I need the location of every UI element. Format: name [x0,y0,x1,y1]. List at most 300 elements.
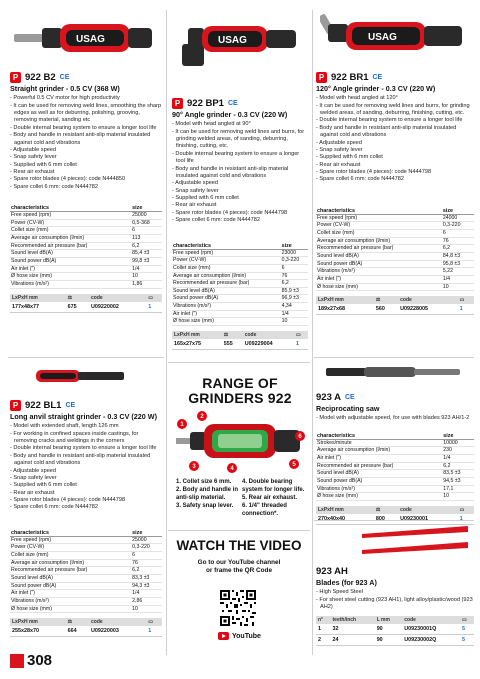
spec-row [10,567,162,575]
product-title: 120° Angle grinder - 0.3 CV (220 W) [316,84,436,93]
spec-value: 6,2 [129,242,162,250]
spec-table [172,243,308,327]
spec-value: 76 [129,559,162,567]
order-row [10,626,162,637]
product-922-bl1 [10,400,162,637]
order-table [172,331,308,350]
order-pack: 1 [294,339,308,350]
blade-cell: 5 [460,635,474,646]
order-code: U09229004 [243,339,294,350]
spec-row [10,219,162,227]
spec-value: 10 [440,493,474,501]
spec-value: 0,3-220 [129,544,162,552]
feature-item: - Body and handle in resistant anti-slip material insulated against cold and vibrations [10,132,151,146]
feature-item: - Adjustable speed [172,180,219,187]
spec-label: Average air consumption (l/min) [10,235,129,243]
row-divider [314,357,474,358]
spec-header-size: size [129,530,162,537]
feature-item: - Double internal bearing system to ensure a longer tool life [10,445,157,452]
blade-cell: U09230001Q [402,624,460,635]
order-dims: 165x27x75 [172,339,222,350]
spec-value: 6,2 [279,280,308,288]
feature-item: - Rear air exhaust [172,202,217,209]
spec-value: 1/4 [129,590,162,598]
spec-row [316,462,474,470]
spec-label: Power (CV-W) [172,257,279,265]
spec-value: 6,2 [440,462,474,470]
order-pack: 1 [458,514,474,525]
order-pack: 1 [146,626,162,637]
spec-row [172,272,308,280]
spec-value: 25000 [129,212,162,220]
spec-value: 230 [440,447,474,455]
feature-item: - Model with adjustable speed, for use with blades 923 AH/1-2 [316,415,470,422]
spec-label: Recommended air pressure (bar) [316,245,440,253]
spec-label: Free speed (rpm) [10,212,129,220]
feature-item: - It can be used for removing weld lines and burrs, for grinding welded areas, of sanding, deburring, finishing, cutting, etc. [316,102,470,117]
range-legend-left [176,478,240,510]
page-marker [10,654,24,668]
spec-header-size: size [279,243,308,250]
product-code: 922 BP1 [187,98,224,109]
callout-1: 1 [180,422,184,428]
legend-item: 6. 1/4" threaded connection*. [242,503,287,518]
product-923-a [316,392,474,525]
spec-value: 10 [129,605,162,613]
spec-value: 0,5-368 [129,219,162,227]
spec-row [172,249,308,257]
spec-value: 94,3 ±3 [129,582,162,590]
saw-blades-photo [360,524,472,562]
product-title: Blades (for 923 A) [316,578,377,587]
order-row [172,339,308,350]
page-number [10,652,52,669]
feature-item: - Supplied with 6 mm collet [10,161,77,168]
order-row [316,304,474,315]
ce-mark: CE [372,74,383,81]
order-code: U09230001 [398,514,458,525]
feature-item: - Spare rotor blades (4 pieces): code N444798 [172,209,288,216]
spec-header-size: size [440,208,474,215]
feature-list [316,95,474,184]
spec-row [316,245,474,253]
spec-label: Average air consumption (l/min) [316,237,440,245]
spec-row [316,276,474,284]
spec-label: Strokes/minute [316,439,440,447]
spec-row [10,544,162,552]
spec-value: 76 [440,237,474,245]
spec-value: 1,86 [129,281,162,289]
spec-row [10,242,162,250]
spec-value: 99,8 ±3 [129,258,162,266]
spec-value: 4,34 [279,303,308,311]
weight-icon: ⚖ [222,331,243,339]
spec-header-label: characteristics [172,243,279,250]
spec-row [172,295,308,303]
product-922-bp1 [172,98,308,350]
spec-label: Ø hose size (mm) [10,605,129,613]
spec-row [316,214,474,222]
spec-row [316,447,474,455]
product-title: Straight grinder - 0.5 CV (368 W) [10,84,120,93]
spec-row [172,318,308,326]
product-code: 922 B2 [25,72,56,83]
spec-value: 5,22 [440,268,474,276]
feature-item: - Body and handle in resistant anti-slip material insulated against cold and vibrations [10,452,151,467]
spec-label: Ø hose size (mm) [316,283,440,291]
order-dims: 189x27x68 [316,304,374,315]
feature-item: - Adjustable speed [316,139,363,146]
spec-value: 85,4 ±3 [129,250,162,258]
spec-row [10,552,162,560]
feature-item: - Model with head angled at 90° [172,121,251,128]
spec-value: 10 [129,273,162,281]
spec-header-size: size [440,433,474,440]
spec-value: 113 [129,235,162,243]
order-pack: 1 [146,302,162,313]
spec-value: 10000 [440,439,474,447]
spec-label: Sound power dB(A) [172,295,279,303]
spec-value: 83,5 ±3 [440,470,474,478]
spec-header-label: characteristics [316,208,440,215]
spec-value: 1/4 [129,265,162,273]
spec-row [316,253,474,261]
pack-icon: ▭ [460,616,474,624]
feature-item: - Supplied with 6 mm collet [316,154,383,161]
pack-icon: ▭ [146,618,162,626]
spec-row [316,222,474,230]
range-section [170,376,310,405]
spec-label: Sound power dB(A) [316,260,440,268]
legend-item: 1. Collet size 6 mm. [176,479,232,485]
order-weight: 555 [222,339,243,350]
spec-label: Sound level dB(A) [172,287,279,295]
spec-value: 76 [279,272,308,280]
pdf-icon[interactable]: P [10,72,21,83]
row-divider [168,362,310,363]
order-row [316,514,474,525]
spec-row [172,310,308,318]
spec-label: Sound power dB(A) [316,477,440,485]
spec-row [10,590,162,598]
feature-list [10,423,162,512]
spec-value: 1/4 [279,310,308,318]
blade-header-code: code [402,616,460,624]
order-dims: 270x40x40 [316,514,374,525]
feature-item: - Spare collet 6 mm: code N444782 [10,183,98,190]
order-table [316,296,474,315]
spec-label: Collet size (mm) [316,230,440,238]
order-header-code: code [243,331,294,339]
spec-row [172,280,308,288]
ce-mark: CE [59,74,70,81]
feature-item: - Model with head angled at 120° [316,95,398,102]
spec-label: Air inlet (") [316,276,440,284]
row-divider [8,357,164,358]
spec-header-label: characteristics [10,205,129,212]
blade-header-tpi: teeth/inch [331,616,375,624]
blade-cell: 2 [316,635,331,646]
callout-5: 5 [292,462,296,468]
spec-row [172,257,308,265]
spec-row [316,470,474,478]
spec-label: Recommended air pressure (bar) [172,280,279,288]
order-pack: 1 [458,304,474,315]
product-title: Long anvil straight grinder - 0.3 CV (220 W) [10,412,157,421]
product-code: 923 A [316,392,341,403]
spec-row [10,258,162,266]
feature-item: - Powerful 0.5 CV motor for high productivity [10,95,120,102]
spec-value: 1/4 [440,276,474,284]
feature-item: - Spare collet 6 mm: code N444782 [172,217,260,224]
blade-cell: 90 [375,624,403,635]
callout-4: 4 [230,466,234,472]
spec-label: Power (CV-W) [316,222,440,230]
spec-value: 94,5 ±3 [440,477,474,485]
product-922-b2 [10,72,162,313]
spec-row [10,605,162,613]
spec-label: Recommended air pressure (bar) [316,462,440,470]
spec-value: 23000 [279,249,308,257]
spec-row [172,287,308,295]
ce-mark: CE [345,394,355,401]
spec-row [10,559,162,567]
angle-grinder-120-photo [320,10,472,66]
range-legend-right [242,478,310,518]
feature-item: - Double internal bearing system to ensure a longer tool life [316,117,463,124]
feature-item: - Snap safety lever [316,146,363,153]
spec-label: Sound level dB(A) [10,250,129,258]
feature-item: - Rear air exhaust [10,169,55,176]
spec-row [10,227,162,235]
order-code: U09228005 [398,304,458,315]
spec-label: Free speed (rpm) [10,536,129,544]
spec-value: 10 [279,318,308,326]
product-code: 922 BL1 [25,400,62,411]
order-header-code: code [89,618,146,626]
pdf-icon[interactable]: P [172,98,183,109]
pdf-icon[interactable]: P [316,72,327,83]
spec-label: Recommended air pressure (bar) [10,567,129,575]
range-title-line1: RANGE OF [202,375,278,391]
spec-row [10,536,162,544]
feature-item: - Adjustable speed [10,467,57,474]
qr-code[interactable] [218,588,258,628]
spec-value: 6 [440,230,474,238]
video-title: WATCH THE VIDEO [176,538,302,553]
order-weight: 675 [66,302,89,313]
feature-item: - It can be used for removing weld lines and burrs, for grinding welded areas, of sanding, deburring, finishing, cutting, etc. [172,128,305,150]
order-code: U09220003 [89,626,146,637]
feature-item: - Snap safety lever [10,474,57,481]
order-weight: 664 [66,626,89,637]
feature-list [10,95,162,191]
spec-header-label: characteristics [316,433,440,440]
feature-item: - Adjustable speed [10,146,57,153]
ce-mark: CE [227,100,238,107]
product-code: 922 BR1 [331,72,369,83]
feature-item: - It can be used for removing weld lines, smoothing the sharp edges as well as for deburring, polishing, grooving, removing material, sanding etc [10,102,162,124]
feature-item: - For working in confined spaces inside castings, for removing cracks and weldings in the corners [10,430,139,445]
spec-row [316,283,474,291]
spec-row [10,582,162,590]
spec-label: Air inlet (") [172,310,279,318]
spec-row [10,575,162,583]
spec-label: Sound power dB(A) [10,258,129,266]
spec-label: Recommended air pressure (bar) [10,242,129,250]
spec-label: Ø hose size (mm) [172,318,279,326]
spec-row [316,454,474,462]
video-line1: Go to our YouTube channel [197,559,281,566]
spec-label: Sound level dB(A) [316,253,440,261]
ce-mark: CE [65,402,76,409]
order-header-code: code [398,296,458,304]
product-code: 923 AH [316,566,348,577]
order-dims: 177x48x77 [10,302,66,313]
spec-label: Collet size (mm) [172,264,279,272]
feature-item: - Rear air exhaust [316,161,361,168]
spec-header-size: size [129,205,162,212]
spec-value: 0,3-220 [279,257,308,265]
pack-icon: ▭ [458,506,474,514]
spec-row [10,281,162,289]
product-923-ah [316,566,474,646]
spec-row [172,303,308,311]
spec-value: 10 [440,283,474,291]
youtube-link[interactable] [218,632,278,640]
spec-row [316,493,474,501]
spec-label: Air inlet (") [10,265,129,273]
spec-label: Power (CV-W) [10,544,129,552]
order-header-dims: LxPxH mm [172,331,222,339]
blade-cell: 32 [331,624,375,635]
blade-cell: U09230002Q [402,635,460,646]
blade-row [316,635,474,646]
spec-value: 85,9 ±3 [279,287,308,295]
feature-list [316,415,474,422]
spec-value: 83,3 ±3 [129,575,162,583]
spec-label: Air inlet (") [316,454,440,462]
feature-item: - Spare collet 6 mm: code N444782 [10,504,98,511]
blade-header-no: n° [316,616,331,624]
order-code: U09220002 [89,302,146,313]
video-section [168,538,310,576]
video-line2: or frame the QR Code [205,567,273,575]
page-number-text: 308 [27,652,53,669]
spec-label: Collet size (mm) [10,552,129,560]
straight-grinder-photo [14,14,158,64]
spec-row [10,212,162,220]
spec-label: Ø hose size (mm) [316,493,440,501]
spec-row [10,265,162,273]
feature-item: - Double internal bearing system to ensure a longer tool life [10,124,157,131]
feature-item: - Supplied with 6 mm collet [172,195,239,202]
spec-value: 0,3-220 [440,222,474,230]
spec-row [316,268,474,276]
blade-row [316,624,474,635]
blade-cell: 5 [460,624,474,635]
feature-item: - Spare rotor blades (4 pieces): code N444798 [10,497,126,504]
spec-label: Vibrations (m/s²) [10,598,129,606]
order-table [10,294,162,313]
spec-label: Free speed (rpm) [172,249,279,257]
feature-item: - Body and handle in resistant anti-slip material insulated against cold and vibrations [172,165,289,179]
spec-label: Vibrations (m/s²) [172,303,279,311]
spec-value: 6 [279,264,308,272]
order-weight: 560 [374,304,398,315]
column-divider [166,10,167,655]
order-header-dims: LxPxH mm [10,618,66,626]
usag-logo: USAG [368,32,397,43]
reciprocating-saw-photo [322,362,470,382]
spec-label: Vibrations (m/s²) [316,268,440,276]
spec-label: Average air consumption (l/min) [10,559,129,567]
spec-row [316,237,474,245]
row-divider [168,530,310,531]
order-table [10,618,162,637]
callout-6: 6 [298,434,302,440]
feature-item: - Spare rotor blades (4 pieces): code N444798 [316,169,432,176]
spec-row [10,250,162,258]
feature-item: - Model with extended shaft, length 126 mm [10,423,119,430]
feature-item: - High Speed Steel [316,589,363,596]
product-title: 90° Angle grinder - 0.3 CV (220 W) [172,110,288,119]
feature-item: - Spare collet 6 mm: code N444782 [316,176,404,183]
pack-icon: ▭ [146,294,162,302]
feature-item: - For sheet steel cutting (923 AH1), light alloy/plastic/wood (923 AH2) [316,596,473,611]
feature-item: - Snap safety lever [10,154,57,161]
spec-table [316,208,474,292]
pdf-icon[interactable]: P [10,400,21,411]
blade-cell: 90 [375,635,403,646]
spec-label: Vibrations (m/s²) [10,281,129,289]
pack-icon: ▭ [294,331,308,339]
order-table [316,506,474,525]
order-dims: 255x28x70 [10,626,66,637]
legend-item: 4. Double bearing system for longer life. [242,479,305,494]
spec-value: 25000 [129,536,162,544]
order-header-dims: LxPxH mm [316,506,374,514]
feature-item: - Body and handle in resistant anti-slip material insulated against cold and vibrations [316,124,457,139]
range-title-line2: GRINDERS 922 [188,389,292,406]
feature-item: - Supplied with 6 mm collet [10,482,77,489]
spec-value: 84,8 ±3 [440,253,474,261]
pack-icon: ▭ [458,296,474,304]
weight-icon: ⚖ [66,618,89,626]
blade-table [316,616,474,646]
blade-cell: 24 [331,635,375,646]
usag-logo: USAG [76,34,105,45]
blade-cell: 1 [316,624,331,635]
spec-label: Vibrations (m/s²) [316,485,440,493]
spec-label: Air inlet (") [10,590,129,598]
spec-label: Power (CV-W) [10,219,129,227]
feature-item: - Rear air exhaust [10,489,55,496]
grinder-cutaway-illustration [172,408,308,478]
spec-row [10,273,162,281]
youtube-icon [218,632,229,640]
order-row [10,302,162,313]
product-922-br1 [316,72,474,315]
column-divider [312,10,313,655]
product-title: Reciprocating saw [316,404,380,413]
spec-value: 6,2 [129,567,162,575]
blade-header-length: L mm [375,616,403,624]
order-header-dims: LxPxH mm [316,296,374,304]
spec-row [316,260,474,268]
feature-list [172,121,308,224]
order-weight: 800 [374,514,398,525]
